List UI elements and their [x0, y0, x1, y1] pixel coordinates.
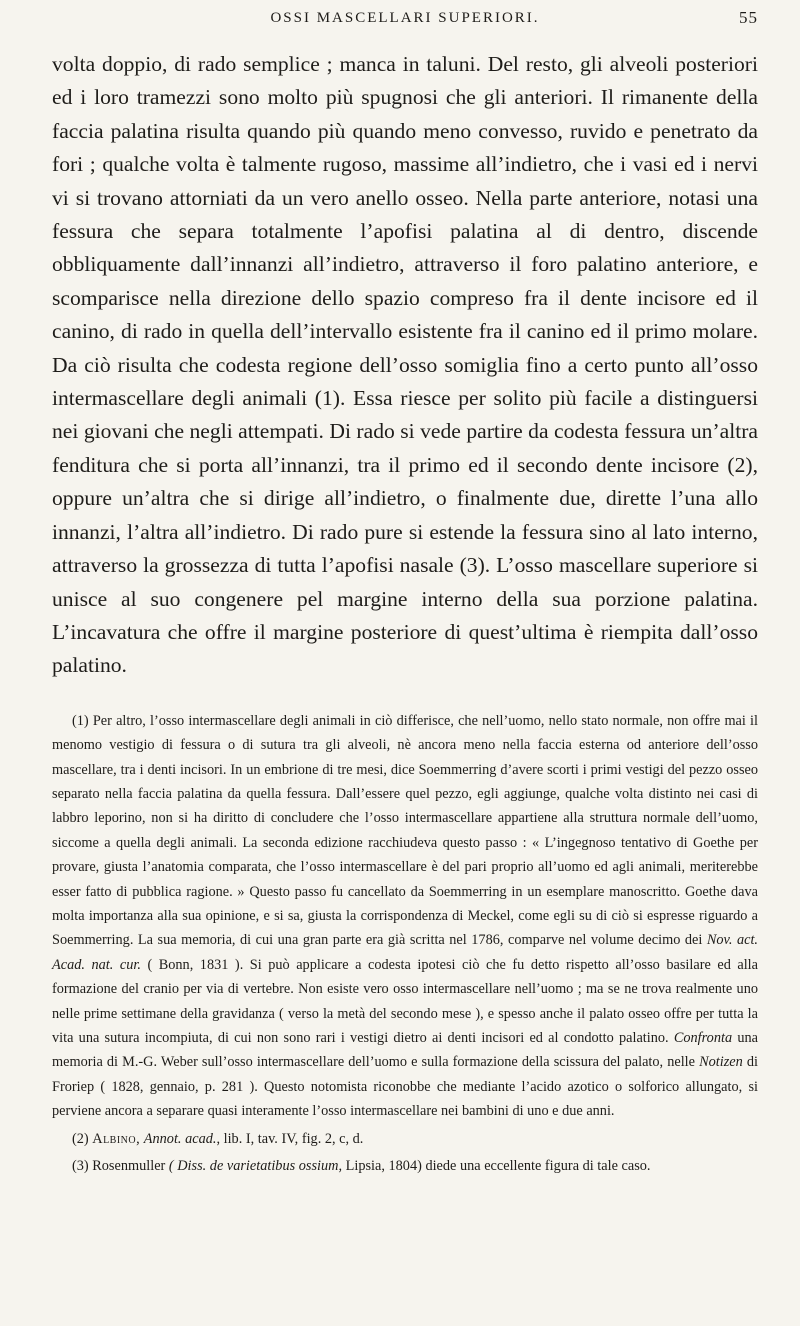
- footnote-2: [52, 1127, 758, 1151]
- footnote-2-title: Annot. acad.: [143, 1130, 217, 1147]
- footnote-1: [52, 709, 758, 1124]
- footnote-3-text: Lipsia, 1804) diede una eccellente figura di tale caso.: [345, 1158, 651, 1175]
- running-title: OSSI MASCELLARI SUPERIORI.: [270, 10, 540, 26]
- footnote-3-mark: (3): [72, 1158, 89, 1175]
- footnotes: [52, 709, 758, 1179]
- footnote-1-text-b: ( Bonn, 1831 ). Si può applicare a codesta ipotesi ciò che fu detto rispetto all’osso basilare ed alla formazione del cranio per via di vertebre. Non esiste vero osso intermascellare nell’uomo ; ma se ne trova realmente uno nelle prime settimane della gravidanza ( verso la metà del secondo mese ), e spesso anche il palato osseo offre per tutta la vita una sutura incompiuta, di cui non sono rari i vestigi dietro ai denti incisori ed al condotto palatino.: [52, 956, 758, 1046]
- footnote-1-mark: (1): [72, 712, 89, 729]
- footnote-1-confronta: Confronta: [673, 1030, 733, 1046]
- footnote-3-author: Rosenmuller: [92, 1158, 166, 1175]
- running-header: [52, 6, 758, 36]
- footnote-1-text-c: una memoria di M.-G. Weber sull’osso intermascellare dell’uomo e sulla formazione della scissura del palato, nelle: [52, 1030, 758, 1071]
- book-page: [0, 6, 800, 1326]
- footnote-1-notizen: Notizen: [699, 1054, 743, 1071]
- footnote-3: [52, 1154, 758, 1178]
- footnote-1-text-d: di Froriep ( 1828, gennaio, p. 281 ). Questo notomista riconobbe che mediante l’acido azotico o solforico allungato, si perviene ancora a separare quasi interamente l’osso intermascellare nei bambini di uno e due anni.: [52, 1054, 758, 1120]
- footnote-3-title: ( Diss. de varietatibus ossium,: [168, 1158, 343, 1175]
- footnote-1-journal-title: Nov. act. Acad. nat. cur.: [52, 932, 758, 973]
- footnote-2-author: Albino,: [92, 1130, 141, 1147]
- footnote-1-text-a: Per altro, l’osso intermascellare degli animali in ciò differisce, che nell’uomo, nello stato normale, non offre mai il menomo vestigio di fessura o di sutura tra gli alveoli, nè ancora meno nella faccia esterna od anteriore dell’osso mascellare, tra i denti incisori. In un embrione di tre mesi, dice Soemmerring d’avere scorti i primi vestigi del pezzo osseo separato nella faccia palatina da quella fessura. Dall’essere quel pezzo, egli aggiunge, qualche volta distinto nei casi di labbro leporino, non si ha diritto di concludere che l’osso intermascellare appartiene alla struttura normale dell’uomo, siccome a quella degli animali. La seconda edizione racchiudeva questo passo : « L’ingegnoso tentativo di Goethe per provare, giusta l’anatomia comparata, che l’osso intermascellare è del pari proprio all’uomo ed agli animali, meriterebbe esser fatto di pubblica ragione. » Questo passo fu cancellato da Soemmerring in un esemplare manoscritto. Goethe dava molta importanza alla sua opinione, e si sa, giusta la corrispondenza di Meckel, come egli su di ciò si espresse riguardo a Soemmerring. La sua memoria, di cui una gran parte era già scritta nel 1786, comparve nel volume decimo dei: [52, 712, 758, 949]
- main-paragraph: volta doppio, di rado semplice ; manca in taluni. Del resto, gli alveoli posteriori ed i loro tramezzi sono molto più spugnosi che gli anteriori. Il rimanente della faccia palatina risulta quando più quando meno convesso, ruvido e penetrato da fori ; qualche volta è talmente rugoso, massime all’indietro, che i vasi ed i nervi vi si trovano attorniati da un vero anello osseo. Nella parte anteriore, notasi una fessura che separa totalmente l’apofisi palatina al di dentro, discende obbliquamente dall’innanzi all’indietro, attraverso il foro palatino anteriore, e scomparisce nella direzione dello spazio compreso fra il dente incisore ed il canino, di rado in quella dell’intervallo esistente fra il canino ed il primo molare. Da ciò risulta che codesta regione dell’osso somiglia fino a certo punto all’osso intermascellare degli animali (1). Essa riesce per solito più facile a distinguersi nei giovani che negli attempati. Di rado si vede partire da codesta fessura un’altra fenditura che si porta all’innanzi, tra il primo ed il secondo dente incisore (2), oppure un’altra che si dirige all’indietro, o finalmente due, dirette l’una allo innanzi, l’altra all’indietro. Di rado pure si estende la fessura sino al lato interno, attraverso la grossezza di tutta l’apofisi nasale (3). L’osso mascellare superiore si unisce al suo congenere pel margine interno della sua porzione palatina. L’incavatura che offre il margine posteriore di quest’ultima è riempita dall’osso palatino.: [52, 52, 758, 678]
- footnote-2-mark: (2): [72, 1130, 89, 1147]
- page-number: 55: [739, 8, 758, 27]
- footnote-2-text: , lib. I, tav. IV, fig. 2, c, d.: [216, 1130, 364, 1147]
